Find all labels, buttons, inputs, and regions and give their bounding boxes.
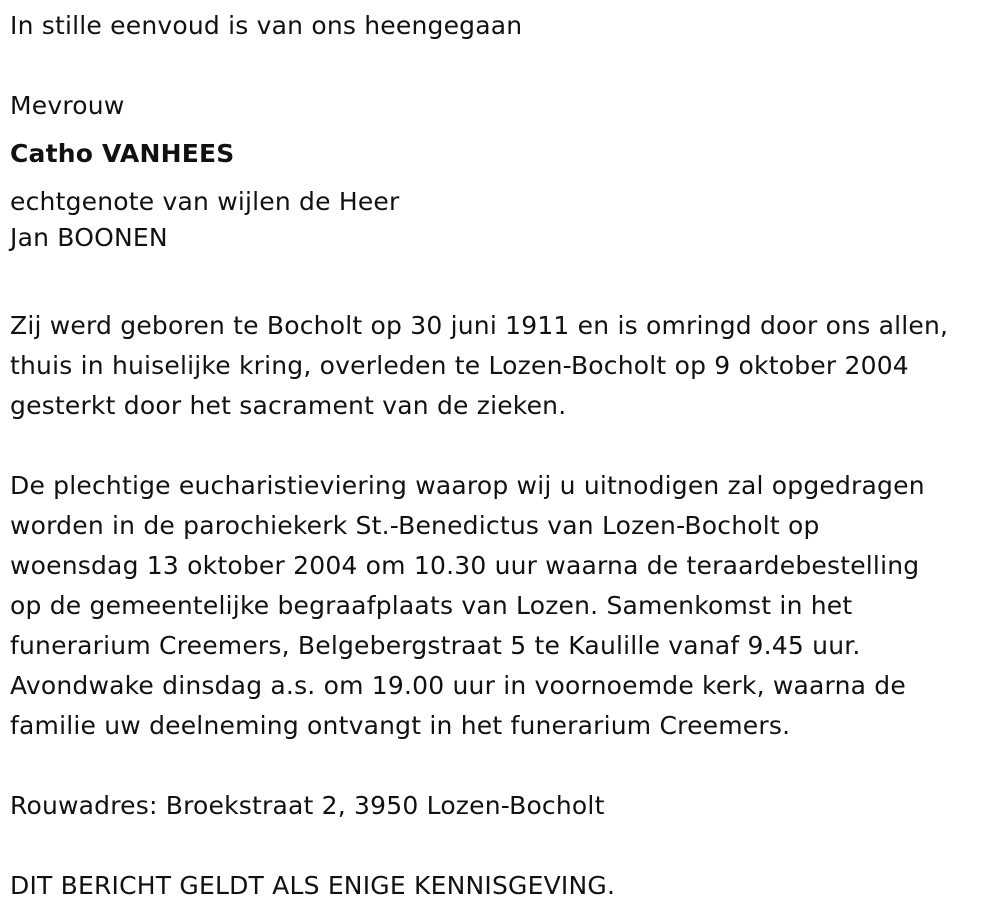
opening-line: In stille eenvoud is van ons heengegaan <box>10 11 523 40</box>
paragraph-line: thuis in huiselijke kring, overleden te Lozen-Bocholt op 9 oktober 2004 <box>10 351 909 380</box>
deceased-name: Catho VANHEES <box>10 139 235 168</box>
salutation: Mevrouw <box>10 91 125 120</box>
relation-line: echtgenote van wijlen de Heer <box>10 187 400 216</box>
paragraph-line: Avondwake dinsdag a.s. om 19.00 uur in voornoemde kerk, waarna de <box>10 671 906 700</box>
birth-death-paragraph <box>10 308 995 428</box>
paragraph-line: gesterkt door het sacrament van de zieken. <box>10 391 567 420</box>
paragraph-line: familie uw deelneming ontvangt in het funerarium Creemers. <box>10 711 791 740</box>
paragraph-line: funerarium Creemers, Belgebergstraat 5 te Kaulille vanaf 9.45 uur. <box>10 631 861 660</box>
obituary-document <box>10 8 995 908</box>
spacer <box>10 828 995 868</box>
spacer <box>10 748 995 788</box>
paragraph-line: Zij werd geboren te Bocholt op 30 juni 1911 en is omringd door ons allen, <box>10 311 949 340</box>
spouse-name: Jan BOONEN <box>10 223 168 252</box>
paragraph-line: worden in de parochiekerk St.-Benedictus van Lozen-Bocholt op <box>10 511 820 540</box>
service-paragraph <box>10 468 995 748</box>
mourning-address: Rouwadres: Broekstraat 2, 3950 Lozen-Bocholt <box>10 791 605 820</box>
spacer <box>10 272 995 308</box>
paragraph-line: op de gemeentelijke begraafplaats van Lozen. Samenkomst in het <box>10 591 853 620</box>
spacer <box>10 48 995 88</box>
spacer <box>10 428 995 468</box>
paragraph-line: De plechtige eucharistieviering waarop wij u uitnodigen zal opgedragen <box>10 471 925 500</box>
notice-line: DIT BERICHT GELDT ALS ENIGE KENNISGEVING. <box>10 871 616 900</box>
paragraph-line: woensdag 13 oktober 2004 om 10.30 uur waarna de teraardebestelling <box>10 551 920 580</box>
